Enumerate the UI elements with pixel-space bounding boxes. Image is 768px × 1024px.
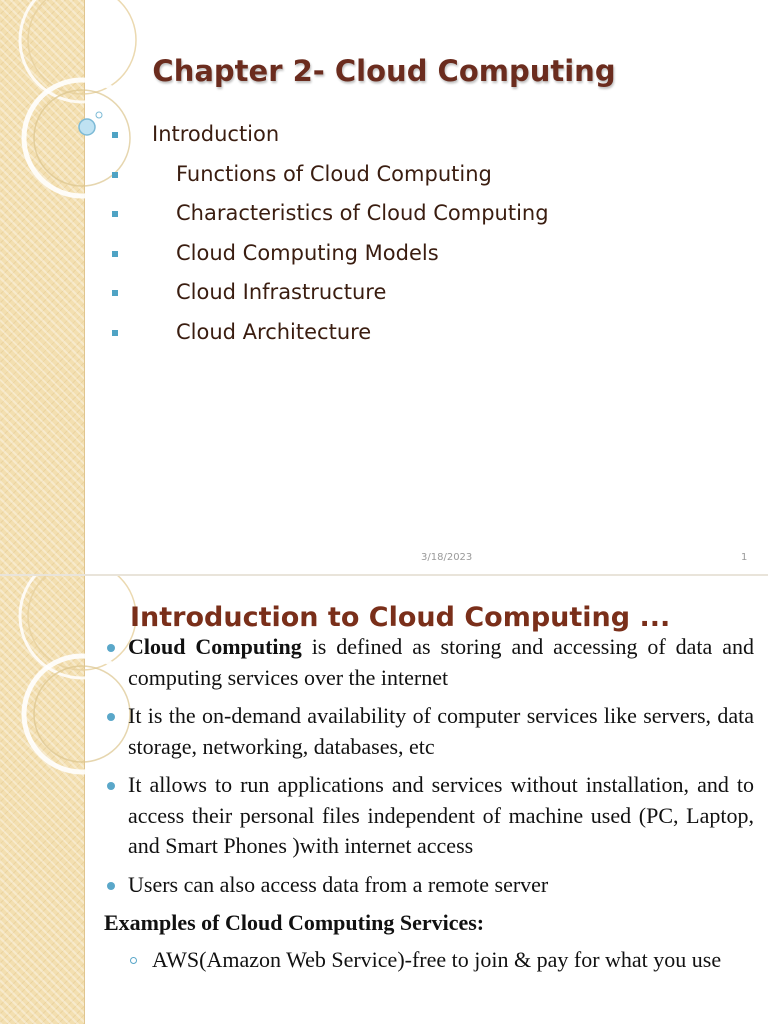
bullet-item — [104, 632, 754, 693]
sub-bullet-text: AWS(Amazon Web Service)-free to join & pay for what you use — [152, 946, 722, 972]
bullet-dot-icon — [107, 644, 115, 652]
slide-2 — [0, 576, 768, 1024]
bullet-dot-icon — [107, 882, 115, 890]
square-bullet-icon — [112, 251, 118, 257]
examples-heading: Examples of Cloud Computing Services: — [104, 910, 485, 935]
toc-item-label: Cloud Computing Models — [176, 240, 439, 265]
bullet-item — [104, 770, 754, 862]
bullet-dot-icon — [107, 713, 115, 721]
toc-item-label: Introduction — [152, 122, 280, 146]
sidebar-texture — [0, 576, 85, 1024]
bullet-text: Users can also access data from a remote server — [128, 871, 549, 897]
bullet-text: is defined as storing and accessing of data and computing services over the internet — [128, 634, 754, 690]
slide-title: Chapter 2- Cloud Computing — [152, 54, 616, 88]
toc-item-label: Cloud Architecture — [176, 319, 372, 344]
bullet-dot-icon — [107, 782, 115, 790]
slide-body — [104, 632, 754, 975]
page-number: 1 — [741, 552, 748, 563]
sub-bullet-item — [104, 945, 754, 976]
bullet-text: It is the on-demand availability of computer services like servers, data storage, networking, databases, etc — [128, 703, 754, 759]
square-bullet-icon — [112, 330, 118, 336]
toc-item-label: Cloud Infrastructure — [176, 280, 387, 305]
ring-bullet-icon — [130, 957, 137, 964]
bullet-text: It allows to run applications and services without installation, and to access their personal files independent of machine used (PC, Laptop, and Smart Phones )with internet access — [128, 772, 754, 858]
square-bullet-icon — [112, 211, 118, 217]
slide-title: Introduction to Cloud Computing ... — [130, 602, 671, 633]
bullet-item — [104, 701, 754, 762]
square-bullet-icon — [112, 172, 118, 178]
slide-date: 3/18/2023 — [421, 552, 473, 563]
bullet-bold-text: Cloud Computing — [128, 634, 302, 659]
square-bullet-icon — [112, 290, 118, 296]
bullet-item — [104, 870, 754, 901]
toc-item-label: Characteristics of Cloud Computing — [176, 201, 549, 226]
square-bullet-icon — [112, 132, 118, 138]
toc-item-label: Functions of Cloud Computing — [176, 161, 492, 186]
